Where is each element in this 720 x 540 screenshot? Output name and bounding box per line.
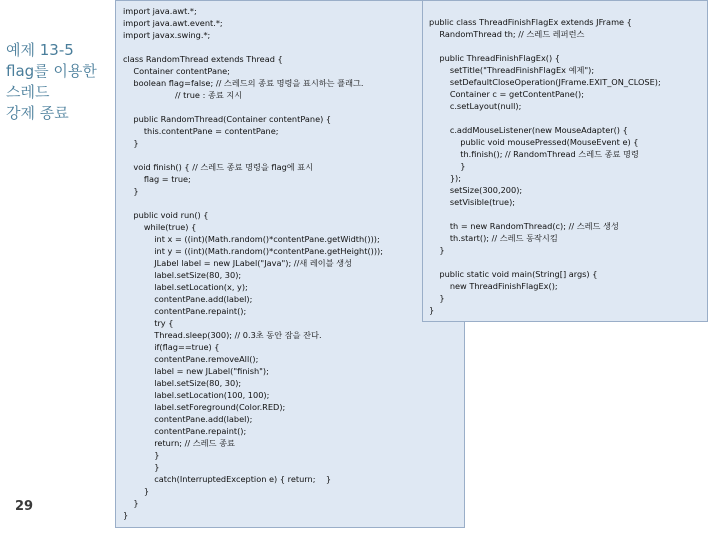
code-line: this.contentPane = contentPane; [123,126,279,136]
slide-title-line: flag를 이용한 [6,62,97,80]
code-line [429,40,661,52]
code-line: Container c = getContentPane(); [429,89,584,99]
slide-title [6,40,114,124]
code-line: Container contentPane; [123,66,230,76]
code-line: } [429,293,445,303]
code-line: flag = true; [123,174,191,184]
code-line: } [429,161,466,171]
code-line: import javax.swing.*; [123,30,211,40]
code-line: label.setLocation(x, y); [123,282,248,292]
code-line: // true : 종료 지시 [123,90,243,100]
code-line: class RandomThread extends Thread { [123,54,283,64]
code-line: } [429,245,445,255]
code-line: contentPane.add(label); [123,294,253,304]
page-number: 29 [15,499,34,514]
code-line: RandomThread th; // 스레드 레퍼런스 [429,29,585,39]
code-line: }); [429,173,461,183]
code-line: public void run() { [123,210,209,220]
code-line: boolean flag=false; // 스레드의 종료 명령을 표시하는 플래그. [123,78,364,88]
code-line: public RandomThread(Container contentPane) { [123,114,332,124]
code-line: contentPane.repaint(); [123,306,247,316]
code-line: } [429,305,435,315]
code-line: } [123,510,129,520]
code-line: th.finish(); // RandomThread 스레드 종료 명령 [429,149,639,159]
slide-title-line: 예제 13-5 [6,41,74,59]
code-line: new ThreadFinishFlagEx(); [429,281,558,291]
code-line: void finish() { // 스레드 종료 명령을 flag에 표시 [123,162,314,172]
code-line: try { [123,318,174,328]
code-line: setVisible(true); [429,197,516,207]
code-line: Thread.sleep(300); // 0.3초 동안 잠을 잔다. [123,330,322,340]
code-line: label = new JLabel("finish"); [123,366,269,376]
slide-title-line: 강제 종료 [6,104,69,122]
code-line: contentPane.removeAll(); [123,354,259,364]
code-line: } [123,138,139,148]
code-line: import java.awt.*; [123,6,197,16]
code-line: return; // 스레드 종료 [123,438,235,448]
code-line: contentPane.repaint(); [123,426,247,436]
code-line: int y = ((int)(Math.random()*contentPane.getHeight())); [123,246,383,256]
code-line [123,149,383,161]
code-line: public void mousePressed(MouseEvent e) { [429,137,639,147]
code-listing [429,16,661,316]
code-line: catch(InterruptedException e) { return; } [123,474,332,484]
code-line: c.setLayout(null); [429,101,522,111]
code-panel-random-thread [115,0,465,528]
code-line: setTitle("ThreadFinishFlagEx 예제"); [429,65,595,75]
code-line: int x = ((int)(Math.random()*contentPane.getWidth())); [123,234,380,244]
code-line: public class ThreadFinishFlagEx extends JFrame { [429,17,632,27]
code-line: JLabel label = new JLabel("Java"); //새 레이블 생성 [123,258,352,268]
code-line: contentPane.add(label); [123,414,253,424]
code-line: setDefaultCloseOperation(JFrame.EXIT_ON_CLOSE); [429,77,661,87]
code-line: public static void main(String[] args) { [429,269,598,279]
slide-title-line: 스레드 [6,83,50,101]
code-line: label.setForeground(Color.RED); [123,402,286,412]
code-line: if(flag==true) { [123,342,220,352]
code-line [123,41,383,53]
code-line: } [123,186,139,196]
code-line: th.start(); // 스레드 동작시킴 [429,233,558,243]
code-panel-main-frame [422,0,708,322]
code-line: import java.awt.event.*; [123,18,223,28]
code-line: c.addMouseListener(new MouseAdapter() { [429,125,628,135]
code-line: } [123,450,160,460]
code-line [123,197,383,209]
code-line: th = new RandomThread(c); // 스레드 생성 [429,221,619,231]
code-line: setSize(300,200); [429,185,523,195]
code-line: } [123,462,160,472]
code-line: label.setSize(80, 30); [123,270,242,280]
code-line: } [123,486,150,496]
code-line: public ThreadFinishFlagEx() { [429,53,560,63]
code-line [429,208,661,220]
code-line: label.setLocation(100, 100); [123,390,270,400]
code-listing [123,5,383,521]
code-line: while(true) { [123,222,197,232]
code-line [123,101,383,113]
code-line [429,112,661,124]
code-line: label.setSize(80, 30); [123,378,242,388]
code-line [429,256,661,268]
code-line: } [123,498,139,508]
